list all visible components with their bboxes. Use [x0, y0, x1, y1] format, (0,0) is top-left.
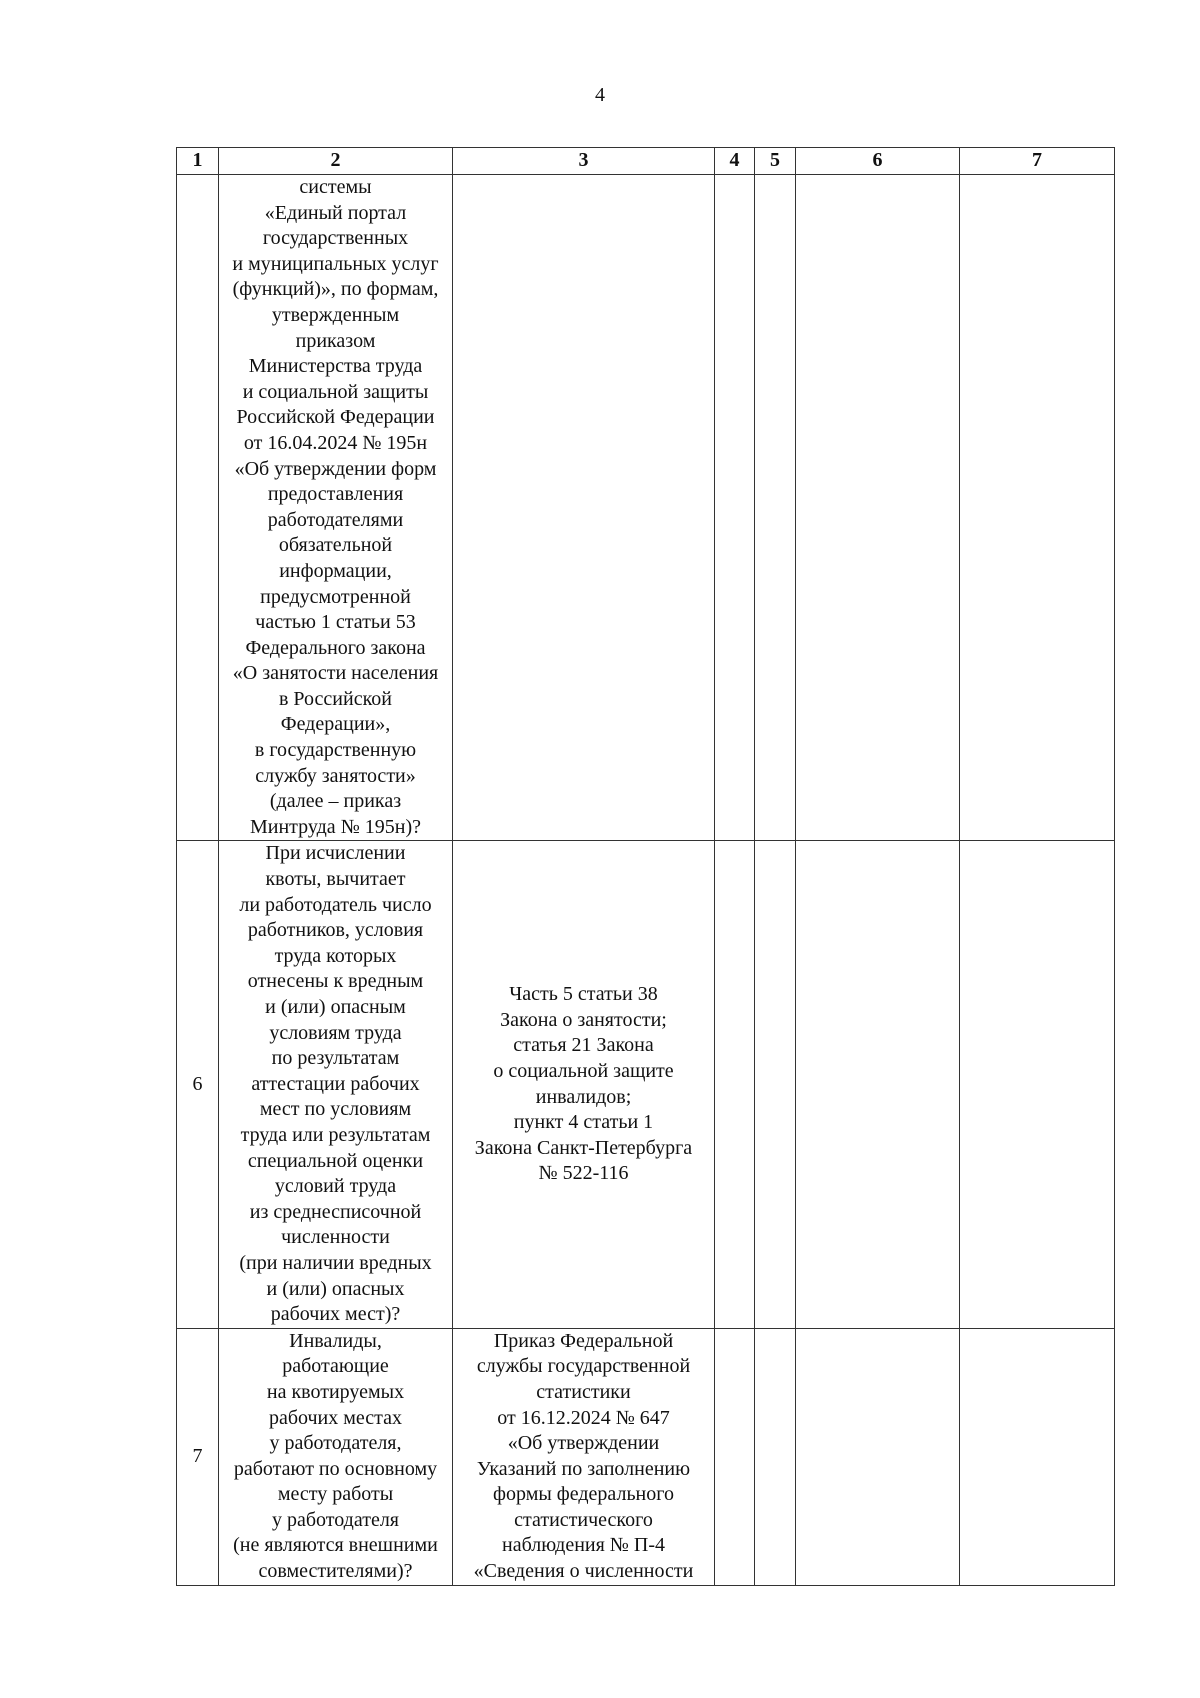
- cell-line: работающие: [282, 1355, 389, 1378]
- cell-line: отнесены к вредным: [247, 970, 424, 993]
- empty-cell: [755, 1328, 796, 1585]
- cell-line: пункт 4 статьи 1: [513, 1111, 654, 1134]
- cell-line: Закона о занятости;: [500, 1008, 667, 1031]
- cell-line: информации,: [279, 559, 392, 582]
- cell-line: работодателями: [267, 508, 404, 531]
- cell-line: системы: [299, 176, 372, 198]
- column-header: 2: [219, 148, 453, 175]
- cell-line: и (или) опасным: [265, 996, 406, 1018]
- column-header: 4: [715, 148, 755, 175]
- cell-line: специальной оценки: [247, 1149, 424, 1172]
- cell-line: государственных: [262, 227, 409, 250]
- empty-cell: [755, 175, 796, 841]
- empty-cell: [755, 841, 796, 1328]
- column-header: 5: [755, 148, 796, 175]
- checklist-table: [176, 147, 1115, 1586]
- cell-line: от 16.04.2024 № 195н: [243, 431, 428, 454]
- cell-line: (при наличии вредных: [239, 1251, 432, 1274]
- cell-line: «О занятости населения: [232, 662, 439, 685]
- cell-line: предоставления: [267, 483, 404, 506]
- cell-line: наблюдения № П-4: [501, 1534, 665, 1557]
- cell-line: Российской Федерации: [236, 406, 435, 429]
- table-row: [177, 1328, 1115, 1585]
- cell-line: в государственную: [254, 739, 417, 762]
- question-cell: [219, 175, 453, 841]
- cell-line: статистики: [536, 1380, 631, 1403]
- reference-cell: [453, 175, 715, 841]
- cell-line: «Единый портал: [264, 201, 407, 224]
- cell-line: из среднесписочной: [249, 1200, 422, 1223]
- empty-cell: [715, 175, 755, 841]
- cell-line: № 522-116: [538, 1162, 629, 1185]
- cell-line: у работодателя: [271, 1508, 400, 1531]
- cell-line: Указаний по заполнению: [476, 1457, 691, 1480]
- empty-cell: [960, 841, 1115, 1328]
- cell-line: приказом: [295, 329, 376, 352]
- cell-line: аттестации рабочих: [251, 1072, 420, 1095]
- cell-line: рабочих местах: [268, 1406, 403, 1429]
- cell-line: труда или результатам: [240, 1123, 431, 1146]
- cell-line: Федерации»,: [280, 713, 391, 736]
- cell-line: предусмотренной: [260, 585, 411, 608]
- row-number: [177, 175, 219, 841]
- cell-line: по результатам: [271, 1047, 400, 1070]
- empty-cell: [715, 841, 755, 1328]
- empty-cell: [715, 1328, 755, 1585]
- cell-line: ли работодатель число: [239, 893, 432, 916]
- cell-line: совместителями)?: [258, 1560, 413, 1583]
- cell-line: статья 21 Закона: [513, 1034, 654, 1057]
- cell-line: частью 1 статьи 53: [255, 611, 416, 634]
- empty-cell: [796, 841, 960, 1328]
- column-header: 1: [177, 148, 219, 175]
- cell-line: Закона Санкт-Петербурга: [474, 1136, 693, 1159]
- cell-line: При исчислении: [265, 842, 406, 865]
- question-cell: [219, 1328, 453, 1585]
- cell-line: численности: [281, 1226, 390, 1249]
- reference-cell: [453, 1328, 715, 1585]
- cell-line: мест по условиям: [259, 1098, 412, 1121]
- cell-line: труда которых: [274, 944, 397, 967]
- cell-line: в Российской: [278, 687, 392, 710]
- row-number: 7: [177, 1328, 219, 1585]
- cell-line: условий труда: [274, 1175, 397, 1198]
- cell-line: службу занятости»: [255, 764, 416, 787]
- cell-line: статистического: [514, 1508, 653, 1531]
- cell-line: Инвалиды,: [289, 1329, 382, 1352]
- page-number: 4: [595, 84, 605, 106]
- cell-line: инвалидов;: [535, 1085, 632, 1108]
- cell-line: на квотируемых: [266, 1380, 405, 1403]
- cell-line: утвержденным: [271, 303, 400, 326]
- cell-line: Приказ Федеральной: [493, 1329, 674, 1352]
- row-number: 6: [177, 841, 219, 1328]
- cell-line: и социальной защиты: [242, 380, 429, 403]
- cell-line: Федерального закона: [245, 636, 426, 659]
- table-row: [177, 175, 1115, 841]
- cell-line: условиям труда: [269, 1021, 402, 1044]
- cell-line: работников, условия: [247, 919, 424, 942]
- cell-line: от 16.12.2024 № 647: [497, 1406, 670, 1429]
- reference-cell: [453, 841, 715, 1328]
- cell-line: и муниципальных услуг: [232, 252, 439, 275]
- question-cell: [219, 841, 453, 1328]
- cell-line: квоты, вычитает: [265, 868, 406, 891]
- cell-line: обязательной: [278, 534, 393, 557]
- cell-line: о социальной защите: [493, 1059, 674, 1082]
- empty-cell: [960, 1328, 1115, 1585]
- cell-line: (функций)», по формам,: [232, 278, 439, 301]
- column-number-row: [177, 148, 1115, 175]
- column-header: 7: [960, 148, 1115, 175]
- column-header: 6: [796, 148, 960, 175]
- table-row: [177, 841, 1115, 1328]
- cell-line: Министерства труда: [248, 355, 423, 378]
- cell-line: месту работы: [277, 1483, 394, 1506]
- cell-line: «Об утверждении: [507, 1432, 660, 1455]
- cell-line: Часть 5 статьи 38: [509, 983, 658, 1006]
- cell-line: у работодателя,: [269, 1432, 402, 1455]
- column-header: 3: [453, 148, 715, 175]
- empty-cell: [796, 175, 960, 841]
- cell-line: (далее – приказ: [269, 790, 402, 813]
- cell-line: (не являются внешними: [233, 1534, 438, 1557]
- empty-cell: [960, 175, 1115, 841]
- cell-line: «Сведения о численности: [473, 1560, 694, 1583]
- cell-line: рабочих мест)?: [270, 1303, 401, 1326]
- cell-line: «Об утверждении форм: [234, 457, 437, 480]
- cell-line: Минтруда № 195н)?: [249, 815, 422, 838]
- cell-line: службы государственной: [476, 1355, 691, 1378]
- empty-cell: [796, 1328, 960, 1585]
- cell-line: формы федерального: [493, 1483, 674, 1506]
- cell-line: работают по основному: [233, 1457, 438, 1480]
- cell-line: и (или) опасных: [266, 1277, 405, 1300]
